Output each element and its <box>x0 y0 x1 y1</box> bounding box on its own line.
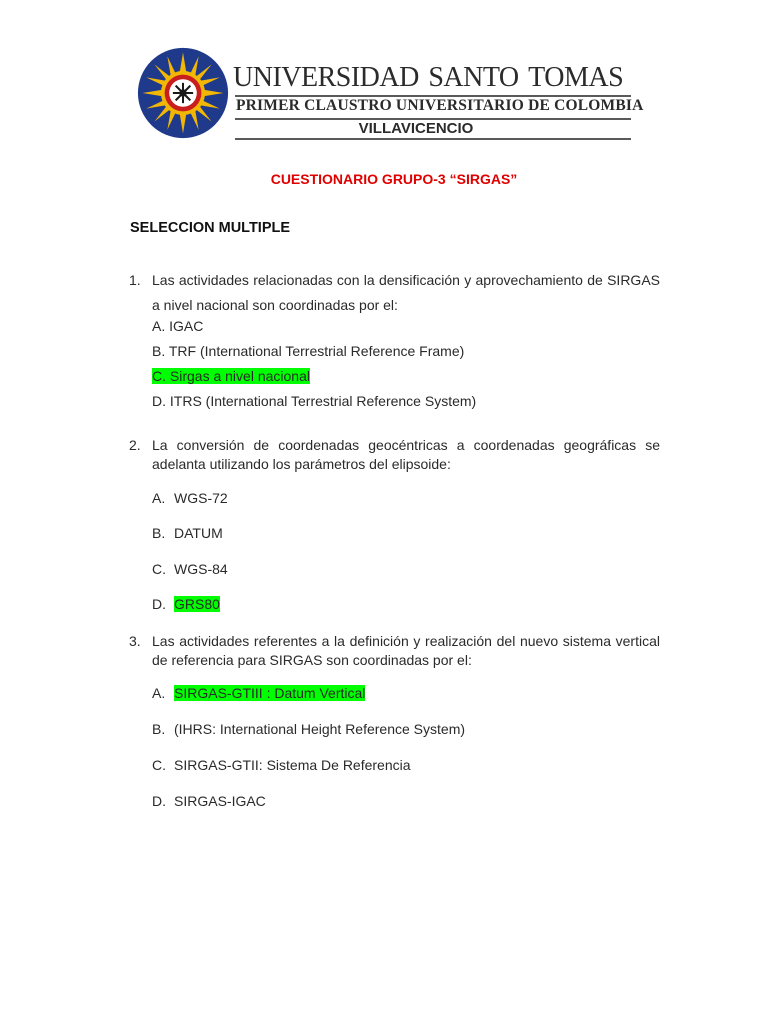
option-text: Sirgas a nivel nacional <box>169 368 310 384</box>
question-text: Las actividades referentes a la definición y realización del nuevo sistema vertical de referencia para SIRGAS son coordinadas por el: <box>152 633 660 668</box>
question-2-option-c[interactable] <box>152 561 228 577</box>
option-letter: D. <box>152 793 166 809</box>
option-letter: D. <box>152 596 166 612</box>
section-heading: SELECCION MULTIPLE <box>130 220 291 236</box>
option-letter: C. <box>152 368 166 384</box>
option-letter: B. <box>152 721 166 737</box>
option-letter: C. <box>152 757 166 773</box>
option-text: WGS-84 <box>174 561 228 577</box>
question-3-option-b[interactable] <box>152 721 465 737</box>
question-2-stem <box>129 436 660 474</box>
question-3-stem <box>129 632 660 670</box>
option-text: DATUM <box>174 525 223 541</box>
question-3-option-a-answer[interactable] <box>152 685 365 701</box>
question-2-option-b[interactable] <box>152 525 223 541</box>
question-number: 2. <box>129 437 141 453</box>
option-letter: A. <box>152 685 166 701</box>
question-1-stem <box>129 268 660 318</box>
university-seal-logo <box>137 47 229 139</box>
option-text: (IHRS: International Height Reference System) <box>174 721 466 737</box>
question-text: La conversión de coordenadas geocéntricas a coordenadas geográficas se adelanta utilizando los parámetros del elipsoide: <box>152 437 660 472</box>
question-1-option-a[interactable] <box>152 318 203 334</box>
option-text: SIRGAS-IGAC <box>174 793 266 809</box>
option-text: TRF (International Terrestrial Reference Frame) <box>168 343 465 359</box>
option-letter: A. <box>152 318 166 334</box>
question-number: 1. <box>129 272 141 288</box>
option-letter: D. <box>152 393 166 409</box>
question-text: Las actividades relacionadas con la densificación y aprovechamiento de SIRGAS a nivel nacional son coordinadas por el: <box>152 272 660 313</box>
option-text: GRS80 <box>174 596 220 612</box>
question-1-option-d[interactable] <box>152 393 476 409</box>
option-letter: B. <box>152 525 166 541</box>
option-text: ITRS (International Terrestrial Reference System) <box>169 393 477 409</box>
question-3-option-d[interactable] <box>152 793 266 809</box>
option-text: IGAC <box>169 318 204 334</box>
university-subtitle: PRIMER CLAUSTRO UNIVERSITARIO DE COLOMBIA <box>236 97 644 114</box>
question-2-option-d-answer[interactable] <box>152 596 220 612</box>
question-number: 3. <box>129 633 141 649</box>
option-text: SIRGAS-GTIII : Datum Vertical <box>174 685 366 701</box>
highlighted-answer <box>152 368 310 384</box>
campus-city: VILLAVICENCIO <box>358 120 474 137</box>
option-letter: A. <box>152 490 166 506</box>
document-title: CUESTIONARIO GRUPO-3 “SIRGAS” <box>270 171 518 187</box>
university-name: universidad santo tomas <box>233 50 624 95</box>
header-divider <box>235 138 631 140</box>
option-text: SIRGAS-GTII: Sistema De Referencia <box>174 757 411 773</box>
question-1-option-c-answer[interactable] <box>152 368 310 384</box>
question-3-option-c[interactable] <box>152 757 411 773</box>
option-letter: C. <box>152 561 166 577</box>
question-2-option-a[interactable] <box>152 490 228 506</box>
question-1-option-b[interactable] <box>152 343 464 359</box>
university-wordmark <box>233 50 633 96</box>
option-letter: B. <box>152 343 166 359</box>
option-text: WGS-72 <box>174 490 228 506</box>
